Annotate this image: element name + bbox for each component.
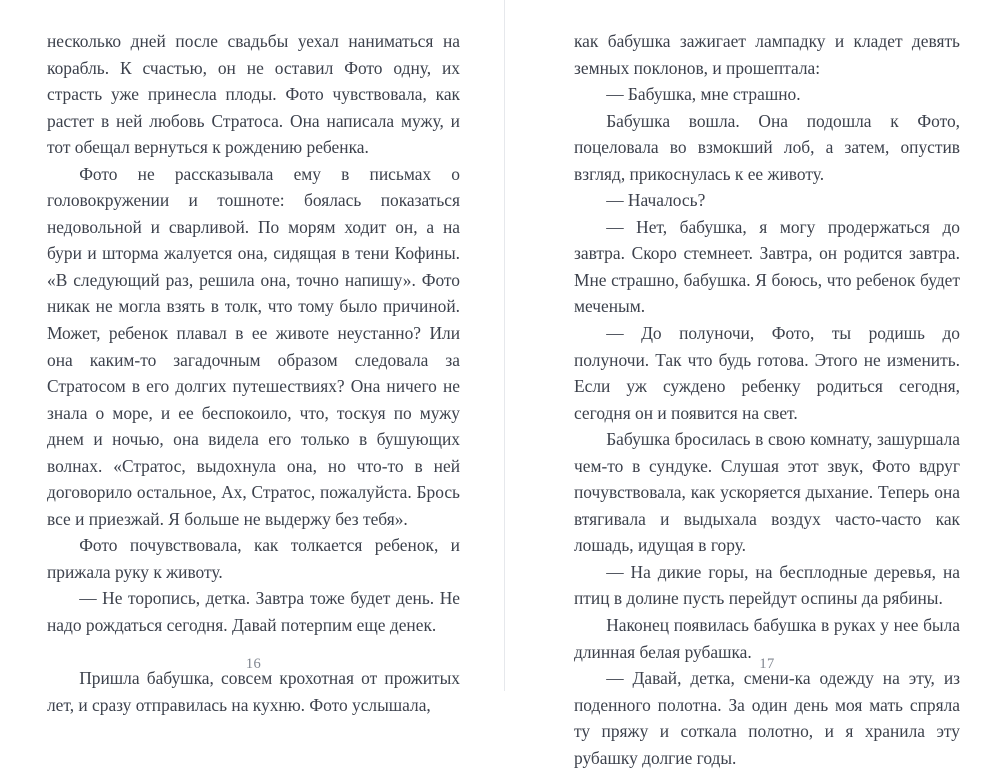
dialogue-paragraph: — Началось? — [606, 190, 706, 211]
right-page — [504, 0, 1000, 768]
dialogue-paragraph: — Бабушка, мне страшно. — [606, 84, 801, 105]
page-number: 16 — [245, 656, 262, 672]
paragraph: Фото не рассказывала ему в письмах о головокружении и тошноте: боялась показаться недовольной и сварливой. По морям ходит он, а на бури и шторма жалуется она, сидящая в тени Кофины. «В следующий раз, решила она, точно напишу». Фото никак не могла взять в толк, что тому было причиной. Может, ребенок плавал в ее животе неустанно? Или она каким-то загадочным образом следовала за Стратосом в его долгих путешествиях? Она ничего не знала о море, и ее беспокоило, что, тоскуя по мужу днем и ночью, она видела его только в бушующих волнах. «Стратос, выдохнула она, но что-то в ней договорило остальное, Ах, Стратос, пожалуйста. Брось все и приезжай. Я больше не выдержу без тебя». — [47, 163, 460, 529]
paragraph: несколько дней после свадьбы уехал наниматься на корабль. К счастью, он не оставил Фото одну, их страсть уже принесла плоды. Фото чувствовала, как растет в ней любовь Стратоса. Она написала мужу, и тот обещал вернуться к рождению ребенка. — [47, 31, 460, 158]
left-page-text-column — [47, 28, 460, 718]
page-number: 17 — [759, 656, 775, 672]
dialogue-paragraph: — До полуночи, Фото, ты родишь до полуночи. Так что будь готова. Этого не изменить. Если уж суждено ребенку родиться сегодня, сегодня он и появится на свет. — [574, 323, 960, 423]
dialogue-paragraph: — Давай, детка, смени-ка одежду на эту, из поденного полотна. За один день моя мать спряла ту пряжу и соткала полотно, и я хранила эту рубашку долгие годы. — [574, 668, 960, 768]
paragraph: Бабушка вошла. Она подошла к Фото, поцеловала во взмокший лоб, а затем, опустив взгляд, прикоснулась к ее животу. — [574, 110, 960, 184]
paragraph: Наконец появилась бабушка в руках у нее была длинная белая рубашка. — [574, 615, 960, 662]
paragraph: Фото почувствовала, как толкается ребенок, и прижала руку к животу. — [47, 535, 460, 582]
paragraph: Бабушка бросилась в свою комнату, зашуршала чем-то в сундуке. Слушая этот звук, Фото вдруг почувствовала, как ускоряется дыхание. Теперь она втягивала и выдыхала воздух часто-часто как лошадь, идущая в гору. — [574, 429, 960, 556]
dialogue-paragraph: — Нет, бабушка, я могу продержаться до завтра. Скоро стемнеет. Завтра, он родится завтра. Мне страшно, бабушка. Я боюсь, что ребенок будет меченым. — [574, 216, 960, 317]
paragraph: Пришла бабушка, совсем крохотная от прожитых лет, и сразу отправилась на кухню. Фото услышала, — [47, 668, 460, 715]
paragraph: как бабушка зажигает лампадку и кладет девять земных поклонов, и прошептала: — [574, 31, 960, 78]
dialogue-paragraph: — Не торопись, детка. Завтра тоже будет день. Не надо рождаться сегодня. Давай потерпим еще денек. — [47, 588, 460, 636]
dialogue-paragraph: — На дикие горы, на бесплодные деревья, на птиц в долине пусть перейдут оспины да рябины. — [574, 561, 960, 609]
left-page — [0, 0, 504, 715]
